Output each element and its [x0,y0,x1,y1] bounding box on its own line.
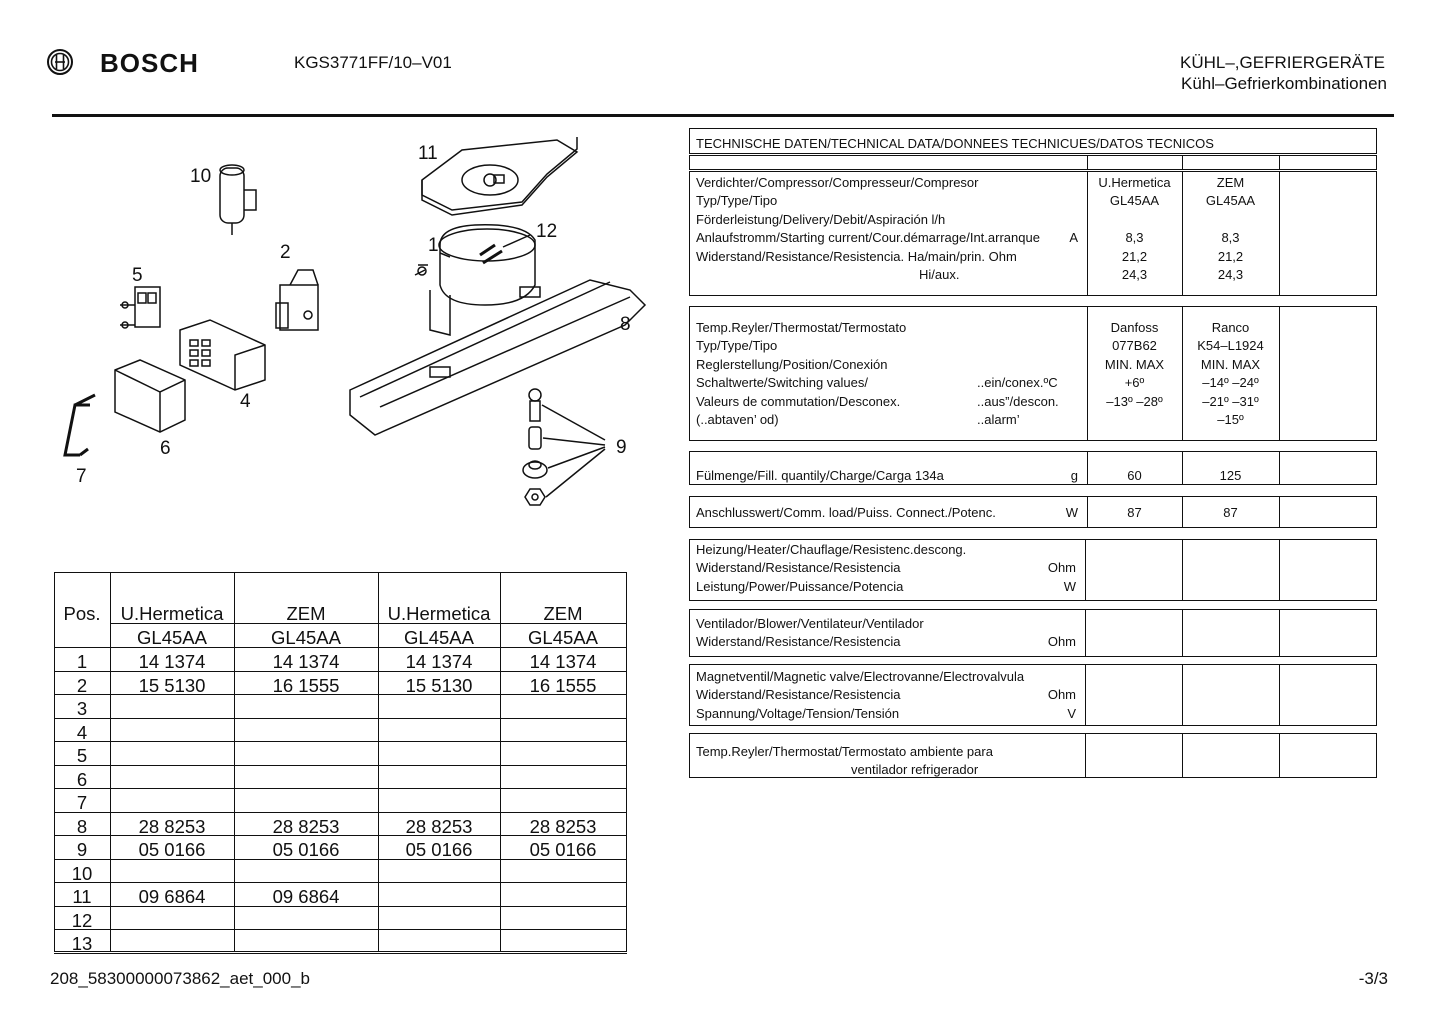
compressor-section [689,171,1377,296]
table-row-line [54,788,627,789]
thermostat-mode: ..ein/conex.ºC [977,375,1058,391]
heater-label: Leistung/Power/Puissance/Potencia [696,578,904,594]
blower-section [689,609,1377,657]
bosch-logo-icon [46,48,74,76]
thermostat-value-2: MIN. MAX [1200,356,1261,372]
part-number-cell: 28 8253 [138,815,206,837]
label-9: 9 [616,437,627,458]
compressor-value-2: ZEM [1216,175,1245,190]
part-number-cell: 16 1555 [529,674,597,696]
col4-maker: ZEM [543,603,583,624]
thermostat-value-2: K54–L1924 [1197,338,1264,354]
part-number-cell: 28 8253 [405,815,473,837]
table-row-line [54,882,627,883]
compressor-value-1: 8,3 [1125,230,1144,246]
label-4: 4 [240,391,251,412]
thermostat-label: Reglerstellung/Position/Conexión [696,356,888,372]
load-value-2: 87 [1223,505,1238,520]
compressor-value-2: 21,2 [1217,248,1244,264]
tech-title: TECHNISCHE DATEN/TECHNICAL DATA/DONNEES TECHNICUES/DATOS TECNICOS [696,136,1214,151]
pos-cell: 2 [76,674,88,696]
part-number-cell: 09 6864 [138,886,206,907]
thermostat-label: Temp.Reyler/Thermostat/Termostato [696,320,907,335]
compressor-label: Anlaufstromm/Starting current/Cour.démarrage/Int.arranque [696,230,1040,246]
valve-section [689,664,1377,726]
compressor-label: Verdichter/Compressor/Compresseur/Compresor [696,175,979,190]
fill-section [689,451,1377,485]
table-row-line [54,741,627,742]
compressor-value-1: 24,3 [1121,267,1148,282]
part-2-relay [276,270,318,330]
fill-value-1: 60 [1127,468,1142,483]
label-2: 2 [280,242,291,263]
col1-maker: U.Hermetica [120,603,224,624]
technical-data [689,128,1377,778]
col4-type: GL45AA [528,627,598,648]
tech-title-box [689,128,1377,154]
table-row-line [54,812,627,813]
thermostat-value-1: +6º [1124,375,1145,391]
tech-spacer-row [689,155,1377,170]
label-8: 8 [620,314,631,335]
label-7: 7 [76,466,87,487]
ambient-line2: ventilador refrigerador [851,762,979,777]
thermostat-mode: ..alarm’ [977,412,1020,427]
document-id: 208_58300000073862_aet_000_b [50,969,310,988]
part-10-capacitor [220,165,256,235]
pos-cell: 4 [76,721,88,743]
compressor-value-1: U.Hermetica [1098,175,1171,190]
compressor-value-2: GL45AA [1205,193,1256,209]
fill-label: Fülmenge/Fill. quantily/Charge/Carga 134a [696,468,944,483]
heater-label: Widerstand/Resistance/Resistencia [696,560,901,576]
parts-table [54,572,627,952]
part-9-fasteners [523,389,605,505]
part-number-cell: 28 8253 [529,815,597,837]
thermostat-label: Valeurs de commutation/Desconex. [696,393,901,409]
label-5: 5 [132,265,143,286]
part-number-cell: 14 1374 [529,651,597,672]
label-10: 10 [190,166,212,187]
load-unit: W [1065,505,1078,520]
compressor-value-1: GL45AA [1109,193,1160,209]
pos-cell: 7 [76,792,88,813]
part-7-clip [65,395,95,455]
thermostat-value-1: Danfoss [1110,320,1159,335]
col2-maker: ZEM [286,603,326,624]
table-row-line [54,929,627,930]
label-11: 11 [418,143,438,164]
blower-label: Ventilador/Blower/Ventilateur/Ventilador [696,616,924,631]
ambient-section [689,733,1377,778]
part-11-cover [422,137,577,215]
part-number-cell: 15 5130 [138,674,206,696]
part-number-cell: 05 0166 [272,839,340,860]
leader-12 [503,235,530,247]
heater-unit: W [1063,578,1076,594]
thermostat-value-2: Ranco [1211,320,1250,335]
pos-cell: 1 [76,651,88,672]
table-row-line [54,718,627,719]
col3-maker: U.Hermetica [387,603,491,624]
blower-unit: Ohm [1047,634,1076,650]
load-section [689,496,1377,528]
part-number-cell: 15 5130 [405,674,473,696]
category-subtitle: Kühl–Gefrierkombinationen [1180,74,1387,93]
thermostat-section [689,306,1377,441]
thermostat-mode: ..aus”/descon. [977,393,1059,409]
fill-unit: g [1070,468,1078,483]
pos-cell: 6 [76,768,88,790]
compressor-label: Widerstand/Resistance/Resistencia. Ha/main/prin. Ohm [696,248,1017,264]
thermostat-value-2: –14º –24º [1202,375,1259,391]
compressor-label: Förderleistung/Delivery/Debit/Aspiración l/h [696,211,946,227]
thermostat-label: (..abtaven’ od) [696,412,779,427]
ambient-line1: Temp.Reyler/Thermostat/Termostato ambiente para [696,744,993,759]
label-6: 6 [160,438,171,459]
part-number-cell: 05 0166 [405,839,473,860]
table-row-line [54,765,627,766]
col3-type: GL45AA [404,627,474,648]
part-5-terminal [120,287,160,328]
pos-cell: 9 [76,839,88,860]
thermostat-value-2: –15º [1217,412,1244,427]
compressor-value-2: 24,3 [1217,267,1244,282]
part-number-cell: 28 8253 [272,815,340,837]
part-number-cell: 05 0166 [529,839,597,860]
pos-cell: 10 [71,862,93,884]
heater-section [689,539,1377,601]
valve-label: Widerstand/Resistance/Resistencia [696,687,901,703]
part-number-cell: 09 6864 [272,886,340,907]
part-8-base [350,280,645,435]
label-12: 12 [536,221,558,242]
pos-cell: 11 [72,886,92,907]
thermostat-label: Schaltwerte/Switching values/ [696,375,868,391]
compressor-unit: A [1069,230,1078,246]
model-number: KGS3771FF/10–V01 [294,53,452,72]
blower-label: Widerstand/Resistance/Resistencia [696,634,901,650]
part-6-block [115,360,185,432]
compressor-value-1: 21,2 [1121,248,1148,264]
brand-name: BOSCH [100,48,199,78]
valve-unit: V [1067,705,1076,721]
page-number: -3/3 [1358,969,1388,988]
thermostat-value-1: MIN. MAX [1104,356,1165,372]
pos-cell: 13 [71,933,93,954]
exploded-parts-diagram [50,135,650,530]
col2-type: GL45AA [271,627,341,648]
label-1: 1 [428,235,439,256]
compressor-label: Typ/Type/Tipo [696,193,778,209]
pos-header: Pos. [63,603,101,624]
pos-cell: 3 [76,698,88,719]
load-label: Anschlusswert/Comm. load/Puiss. Connect./Potenc. [696,505,996,520]
thermostat-value-1: 077B62 [1112,338,1157,354]
valve-unit: Ohm [1047,687,1076,703]
compressor-label: Hi/aux. [919,267,960,282]
thermostat-label: Typ/Type/Tipo [696,338,778,354]
header-rule [52,114,1394,117]
thermostat-value-1: –13º –28º [1106,393,1163,409]
part-number-cell: 05 0166 [138,839,206,860]
valve-label: Magnetventil/Magnetic valve/Electrovanne/Electrovalvula [696,669,1025,684]
heater-unit: Ohm [1047,560,1076,576]
load-value-1: 87 [1127,505,1142,520]
table-row-line [54,953,627,954]
pos-cell: 12 [71,909,93,931]
thermostat-value-2: –21º –31º [1202,393,1259,409]
heater-label: Heizung/Heater/Chauflage/Resistenc.descong. [696,542,967,557]
valve-label: Spannung/Voltage/Tension/Tensión [696,705,900,721]
part-number-cell: 14 1374 [272,651,340,672]
category-title: KÜHL–,GEFRIERGERÄTE [1180,53,1385,72]
col1-type: GL45AA [137,627,207,648]
part-4-housing [180,320,265,390]
part-number-cell: 16 1555 [272,674,340,696]
part-number-cell: 14 1374 [138,651,206,672]
pos-cell: 8 [76,815,88,837]
compressor-value-2: 8,3 [1221,230,1240,246]
pos-cell: 5 [76,745,88,766]
fill-value-2: 125 [1219,468,1242,483]
part-number-cell: 14 1374 [405,651,473,672]
